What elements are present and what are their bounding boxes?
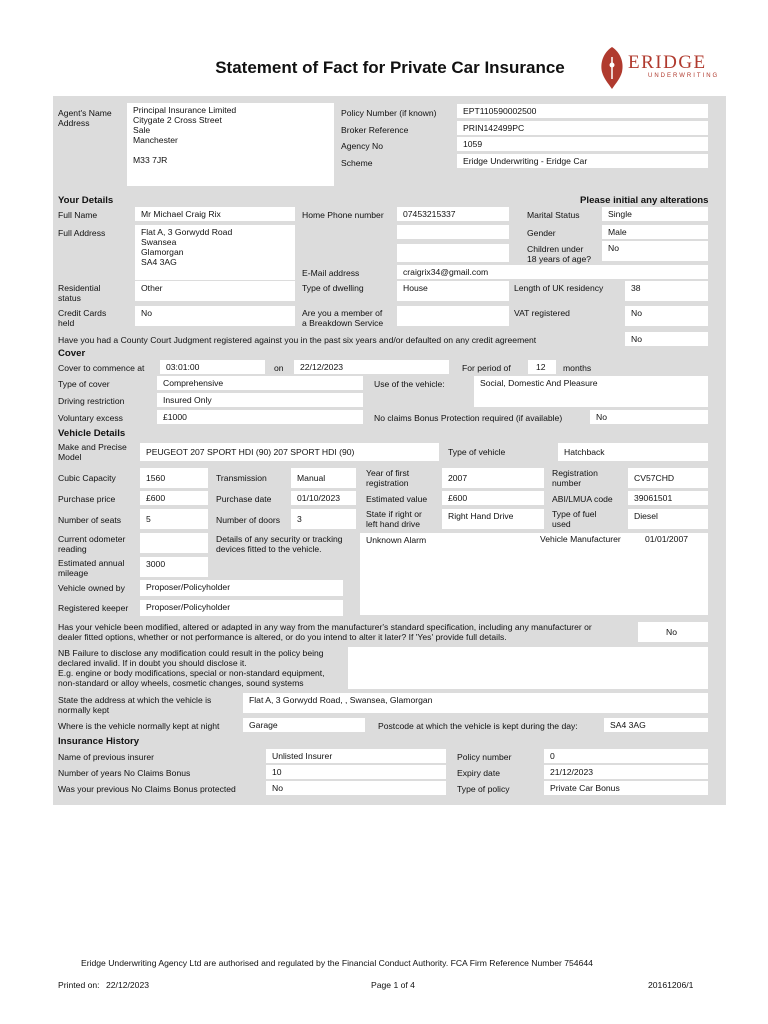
eridge-pen-logo-icon bbox=[597, 45, 627, 91]
uk-residency-value: 38 bbox=[625, 281, 708, 301]
dwelling-value: House bbox=[397, 281, 509, 301]
year-value: 2007 bbox=[442, 468, 544, 488]
phone-extra-box-2 bbox=[397, 244, 509, 262]
vehicle-use-value: Social, Domestic And Pleasure bbox=[474, 376, 708, 407]
residential-value: Other bbox=[135, 281, 295, 301]
breakdown-value bbox=[397, 306, 509, 326]
transmission-value: Manual bbox=[291, 468, 356, 488]
registration-label: Registration number bbox=[552, 468, 598, 488]
vehicle-type-label: Type of vehicle bbox=[448, 447, 506, 457]
manufacturer-value: 01/01/2007 bbox=[645, 534, 689, 544]
keeper-value: Proposer/Policyholder bbox=[140, 600, 343, 616]
transmission-label: Transmission bbox=[216, 473, 267, 483]
phone-extra-box-1 bbox=[397, 225, 509, 239]
price-label: Purchase price bbox=[58, 494, 116, 504]
email-label: E-Mail address bbox=[302, 268, 360, 278]
dwelling-label: Type of dwelling bbox=[302, 283, 364, 293]
commence-time: 03:01:00 bbox=[160, 360, 265, 374]
cover-heading: Cover bbox=[58, 348, 86, 359]
period-value: 12 bbox=[528, 360, 556, 374]
agent-label: Agent's Name Address bbox=[58, 108, 112, 128]
vehicle-use-label: Use of the vehicle: bbox=[374, 379, 445, 389]
expiry-value: 21/12/2023 bbox=[544, 765, 708, 779]
residential-label: Residential status bbox=[58, 283, 101, 303]
seats-label: Number of seats bbox=[58, 515, 122, 525]
ncb-protected-value: No bbox=[266, 781, 446, 795]
children-label: Children under 18 years of age? bbox=[527, 244, 592, 264]
agent-address: Principal Insurance Limited Citygate 2 Cross Street Sale Manchester M33 7JR bbox=[127, 103, 334, 186]
vehicle-type-value: Hatchback bbox=[558, 443, 708, 461]
gender-value: Male bbox=[602, 225, 708, 239]
modified-label: Has your vehicle been modified, altered or adapted in any way from the manufacturer's standard specification, including any manufacturer or dealer fitted options, whether or not performance is altered, or do you intend to alter it later? If 'Yes' provide full details. bbox=[58, 622, 592, 642]
abi-label: ABI/LMUA code bbox=[552, 494, 613, 504]
vehicle-heading: Vehicle Details bbox=[58, 428, 126, 439]
manufacturer-label: Vehicle Manufacturer bbox=[540, 534, 621, 544]
mileage-label: Estimated annual mileage bbox=[58, 558, 125, 578]
credit-label: Credit Cards held bbox=[58, 308, 107, 328]
your-details-heading: Your Details bbox=[58, 195, 114, 206]
doors-label: Number of doors bbox=[216, 515, 281, 525]
commence-label: Cover to commence at bbox=[58, 363, 145, 373]
policy-value: EPT110590002500 bbox=[457, 104, 708, 118]
policy-number-label: Policy number bbox=[457, 752, 512, 762]
security-value: Unknown Alarm bbox=[360, 533, 708, 615]
ncb-protected-label: Was your previous No Claims Bonus protected bbox=[58, 784, 236, 794]
page-title: Statement of Fact for Private Car Insurance bbox=[215, 58, 565, 77]
scheme-value: Eridge Underwriting - Eridge Car bbox=[457, 154, 708, 168]
cc-value: 1560 bbox=[140, 468, 208, 488]
doors-value: 3 bbox=[291, 509, 356, 529]
owned-label: Vehicle owned by bbox=[58, 583, 125, 593]
page-number: Page 1 of 4 bbox=[371, 980, 415, 990]
agency-value: 1059 bbox=[457, 137, 708, 151]
kept-address-label: State the address at which the vehicle is normally kept bbox=[58, 695, 212, 715]
registration-value: CV57CHD bbox=[628, 468, 708, 488]
full-name-value: Mr Michael Craig Rix bbox=[135, 207, 295, 221]
price-value: £600 bbox=[140, 491, 208, 505]
odometer-label: Current odometer reading bbox=[58, 534, 126, 554]
cc-label: Cubic Capacity bbox=[58, 473, 116, 483]
postcode-label: Postcode at which the vehicle is kept during the day: bbox=[378, 721, 578, 731]
email-value: craigrix34@gmail.com bbox=[397, 265, 708, 279]
history-heading: Insurance History bbox=[58, 736, 140, 747]
seats-value: 5 bbox=[140, 509, 208, 529]
period-label: For period of bbox=[462, 363, 511, 373]
purchase-date-value: 01/10/2023 bbox=[291, 491, 356, 505]
model-value: PEUGEOT 207 SPORT HDI (90) 207 SPORT HDI (90) bbox=[140, 443, 439, 461]
owned-value: Proposer/Policyholder bbox=[140, 580, 343, 596]
marital-label: Marital Status bbox=[527, 210, 580, 220]
postcode-value: SA4 3AG bbox=[604, 718, 708, 732]
home-phone-value: 07453215337 bbox=[397, 207, 509, 221]
modified-value: No bbox=[638, 622, 708, 642]
logo-subtitle: UNDERWRITING bbox=[648, 73, 720, 79]
logo-text: ERIDGE bbox=[628, 52, 707, 73]
broker-label: Broker Reference bbox=[341, 125, 409, 135]
ncb-years-label: Number of years No Claims Bonus bbox=[58, 768, 191, 778]
ccj-value: No bbox=[625, 332, 708, 346]
printed-date: 22/12/2023 bbox=[106, 980, 150, 990]
mileage-value: 3000 bbox=[140, 557, 208, 577]
scheme-label: Scheme bbox=[341, 158, 373, 168]
kept-address-value: Flat A, 3 Gorwydd Road, , Swansea, Glamorgan bbox=[243, 693, 708, 713]
regulation-statement: Eridge Underwriting Agency Ltd are authorised and regulated by the Financial Conduct Authority. FCA Firm Reference Number 754644 bbox=[81, 958, 593, 968]
fuel-value: Diesel bbox=[628, 509, 708, 529]
purchase-date-label: Purchase date bbox=[216, 494, 272, 504]
ncb-protection-value: No bbox=[590, 410, 708, 424]
initial-note: Please initial any alterations bbox=[580, 195, 709, 206]
hand-drive-label: State if right or left hand drive bbox=[366, 509, 422, 529]
months-label: months bbox=[563, 363, 592, 373]
broker-value: PRIN142499PC bbox=[457, 121, 708, 135]
kept-night-label: Where is the vehicle normally kept at night bbox=[58, 721, 220, 731]
odometer-value bbox=[140, 533, 208, 553]
prev-insurer-label: Name of previous insurer bbox=[58, 752, 155, 762]
fuel-label: Type of fuel used bbox=[552, 509, 597, 529]
policy-label: Policy Number (if known) bbox=[341, 108, 437, 118]
commence-date: 22/12/2023 bbox=[294, 360, 449, 374]
excess-value: £1000 bbox=[157, 410, 363, 424]
prev-insurer-value: Unlisted Insurer bbox=[266, 749, 446, 763]
excess-label: Voluntary excess bbox=[58, 413, 123, 423]
on-label: on bbox=[274, 363, 284, 373]
agency-label: Agency No bbox=[341, 141, 384, 151]
kept-night-value: Garage bbox=[243, 718, 365, 732]
policy-number-value: 0 bbox=[544, 749, 708, 763]
ncb-years-value: 10 bbox=[266, 765, 446, 779]
cover-type-label: Type of cover bbox=[58, 379, 110, 389]
marital-value: Single bbox=[602, 207, 708, 221]
year-label: Year of first registration bbox=[366, 468, 410, 488]
hand-drive-value: Right Hand Drive bbox=[442, 509, 544, 529]
credit-value: No bbox=[135, 306, 295, 326]
ccj-label: Have you had a County Court Judgment registered against you in the past six years and/or defaulted on any credit agreement bbox=[58, 335, 537, 345]
policy-type-value: Private Car Bonus bbox=[544, 781, 708, 795]
abi-value: 39061501 bbox=[628, 491, 708, 505]
policy-type-label: Type of policy bbox=[457, 784, 510, 794]
ncb-protection-label: No claims Bonus Protection required (if available) bbox=[374, 413, 563, 423]
nb-failure-note: NB Failure to disclose any modification could result in the policy being declared invalid. If in doubt you should disclose it. E.g. engine or body modifications, special or non-standard equipment, non-standard or alloy wheels, cosmetic changes, sound systems bbox=[58, 648, 325, 688]
vat-value: No bbox=[625, 306, 708, 326]
breakdown-label: Are you a member of a Breakdown Service bbox=[302, 308, 384, 328]
address-label: Full Address bbox=[58, 228, 106, 238]
security-label: Details of any security or tracking devices fitted to the vehicle. bbox=[216, 534, 343, 554]
restriction-value: Insured Only bbox=[157, 393, 363, 407]
estimated-value-label: Estimated value bbox=[366, 494, 428, 504]
gender-label: Gender bbox=[527, 228, 556, 238]
estimated-value-value: £600 bbox=[442, 491, 544, 505]
model-label: Make and Precise Model bbox=[58, 442, 127, 462]
expiry-label: Expiry date bbox=[457, 768, 500, 778]
printed-label: Printed on: bbox=[58, 980, 100, 990]
full-name-label: Full Name bbox=[58, 210, 98, 220]
address-value: Flat A, 3 Gorwydd Road Swansea Glamorgan SA4 3AG bbox=[135, 225, 295, 280]
restriction-label: Driving restriction bbox=[58, 396, 125, 406]
vat-label: VAT registered bbox=[514, 308, 570, 318]
uk-residency-label: Length of UK residency bbox=[514, 283, 604, 293]
document-code: 20161206/1 bbox=[648, 980, 694, 990]
home-phone-label: Home Phone number bbox=[302, 210, 384, 220]
keeper-label: Registered keeper bbox=[58, 603, 129, 613]
modification-details-box bbox=[348, 647, 708, 689]
children-value: No bbox=[602, 241, 708, 261]
cover-type-value: Comprehensive bbox=[157, 376, 363, 390]
